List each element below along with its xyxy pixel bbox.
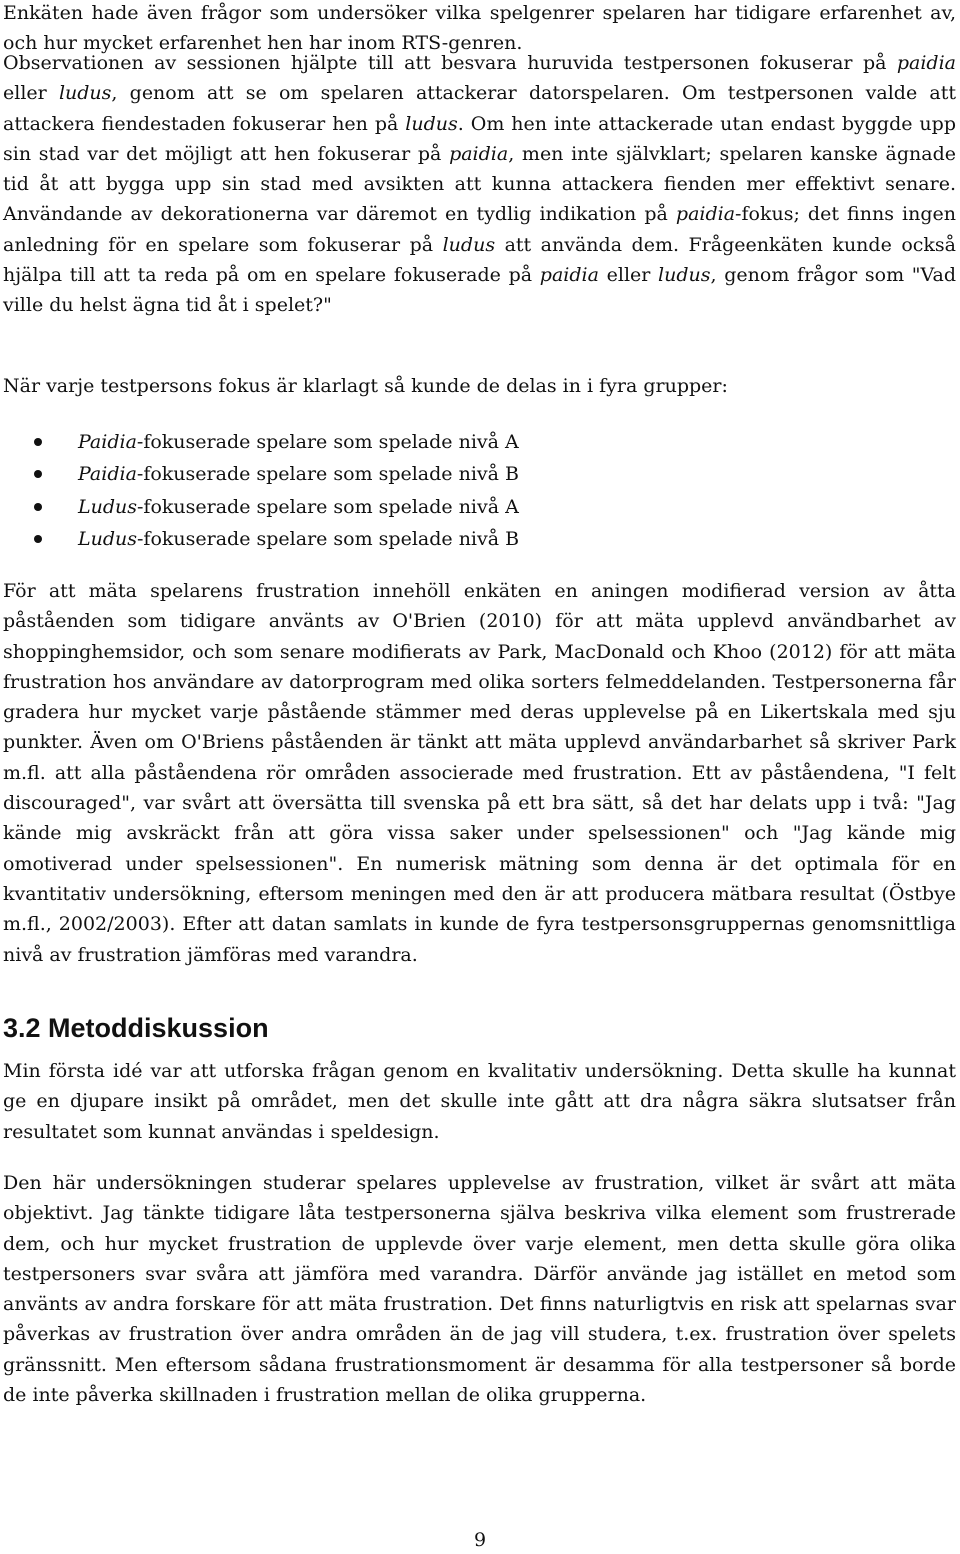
group-list: [0, 426, 700, 555]
section-heading: 3.2 Metoddiskussion: [3, 1013, 269, 1043]
paragraph-first-idea: Min första idé var att utforska frågan genom en kvalitativ undersökning. Detta skulle ha kunnat ge en djupare insikt på området, men det skulle inte gått att dra några säkra slutsatser från resultatet som kunnat användas i speldesign.: [3, 1060, 956, 1143]
list-item: Ludus-fokuserade spelare som spelade nivå A: [0, 491, 700, 523]
paragraph-survey-genres: Enkäten hade även frågor som undersöker vilka spelgenrer spelaren har tidigare erfarenhet av, och hur mycket erfarenhet hen har inom RTS-genren.: [3, 2, 956, 55]
page-number: 9: [473, 1529, 487, 1551]
list-item: Paidia-fokuserade spelare som spelade nivå B: [0, 458, 700, 490]
bullet-icon: [34, 535, 42, 543]
bullet-icon: [34, 470, 42, 478]
paragraph-method-discussion: Den här undersökningen studerar spelares upplevelse av frustration, vilket är svårt att mäta objektivt. Jag tänkte tidigare låta testpersonerna själva beskriva vilka element som frustrerade dem, och hur mycket frustration de upplevde över varje element, men detta skulle göra olika testpersoners svar svåra att jämföra med varandra. Därför använde jag istället en metod som använts av andra forskare för att mäta frustration. Det finns naturligtvis en risk att spelarnas svar påverkas av frustration över andra områden än de jag vill studera, t.ex. frustration över spelets gränssnitt. Men eftersom sådana frustrationsmoment är desamma för alla testpersoner så borde de inte påverka skillnaden i frustration mellan de olika grupperna.: [3, 1172, 956, 1407]
paragraph-observation: Observationen av sessionen hjälpte till att besvara huruvida testpersonen fokuserar på paidia eller ludus, genom att se om spelaren attackerar datorspelaren. Om testpersonen valde att attackera fiendestaden fokuserar hen på ludus. Om hen inte attackerade utan endast byggde upp sin stad var det möjligt att hen fokuserar på paidia, men inte självklart; spelaren kanske ägnade tid åt att bygga upp sin stad med avsikten att kunna attackera fienden mer effektivt senare. Användande av dekorationerna var däremot en tydlig indikation på paidia-fokus; det finns ingen anledning för en spelare som fokuserar på ludus att använda dem. Frågeenkäten kunde också hjälpa till att ta reda på om en spelare fokuserade på paidia eller ludus, genom frågor som "Vad ville du helst ägna tid åt i spelet?": [3, 52, 957, 317]
paragraph-groups-intro: När varje testpersons fokus är klarlagt så kunde de delas in i fyra grupper:: [3, 375, 728, 397]
list-item: Paidia-fokuserade spelare som spelade nivå A: [0, 426, 700, 458]
bullet-icon: [34, 503, 42, 511]
list-item: Ludus-fokuserade spelare som spelade nivå B: [0, 523, 700, 555]
bullet-icon: [34, 438, 42, 446]
paragraph-frustration-measurement: För att mäta spelarens frustration innehöll enkäten en aningen modifierad version av åtta påståenden som tidigare använts av O'Brien (2010) för att mäta upplevd användbarhet av shoppinghemsidor, och som senare modifierats av Park, MacDonald och Khoo (2012) för att mäta frustration hos användare av datorprogram med olika sorters felmeddelanden. Testpersonerna får gradera hur mycket varje påstående stämmer med deras upplevelse på en Likertskala med sju punkter. Även om O'Briens påståenden är tänkt att mäta upplevd användarbarhet så skriver Park m.fl. att alla påståendena rör områden associerade med frustration. Ett av påståendena, "I felt discouraged", var svårt att översätta till svenska på ett bra sätt, så det har delats upp i två: "Jag kände mig avskräckt från att göra vissa saker under spelsessionen" och "Jag kände mig omotiverad under spelsessionen". En numerisk mätning som denna är det optimala för en kvantitativ undersökning, eftersom meningen med den är att producera mätbara resultat (Östbye m.fl., 2002/2003). Efter att datan samlats in kunde de fyra testpersonsgruppernas genomsnittliga nivå av frustration jämföras med varandra.: [3, 580, 956, 966]
